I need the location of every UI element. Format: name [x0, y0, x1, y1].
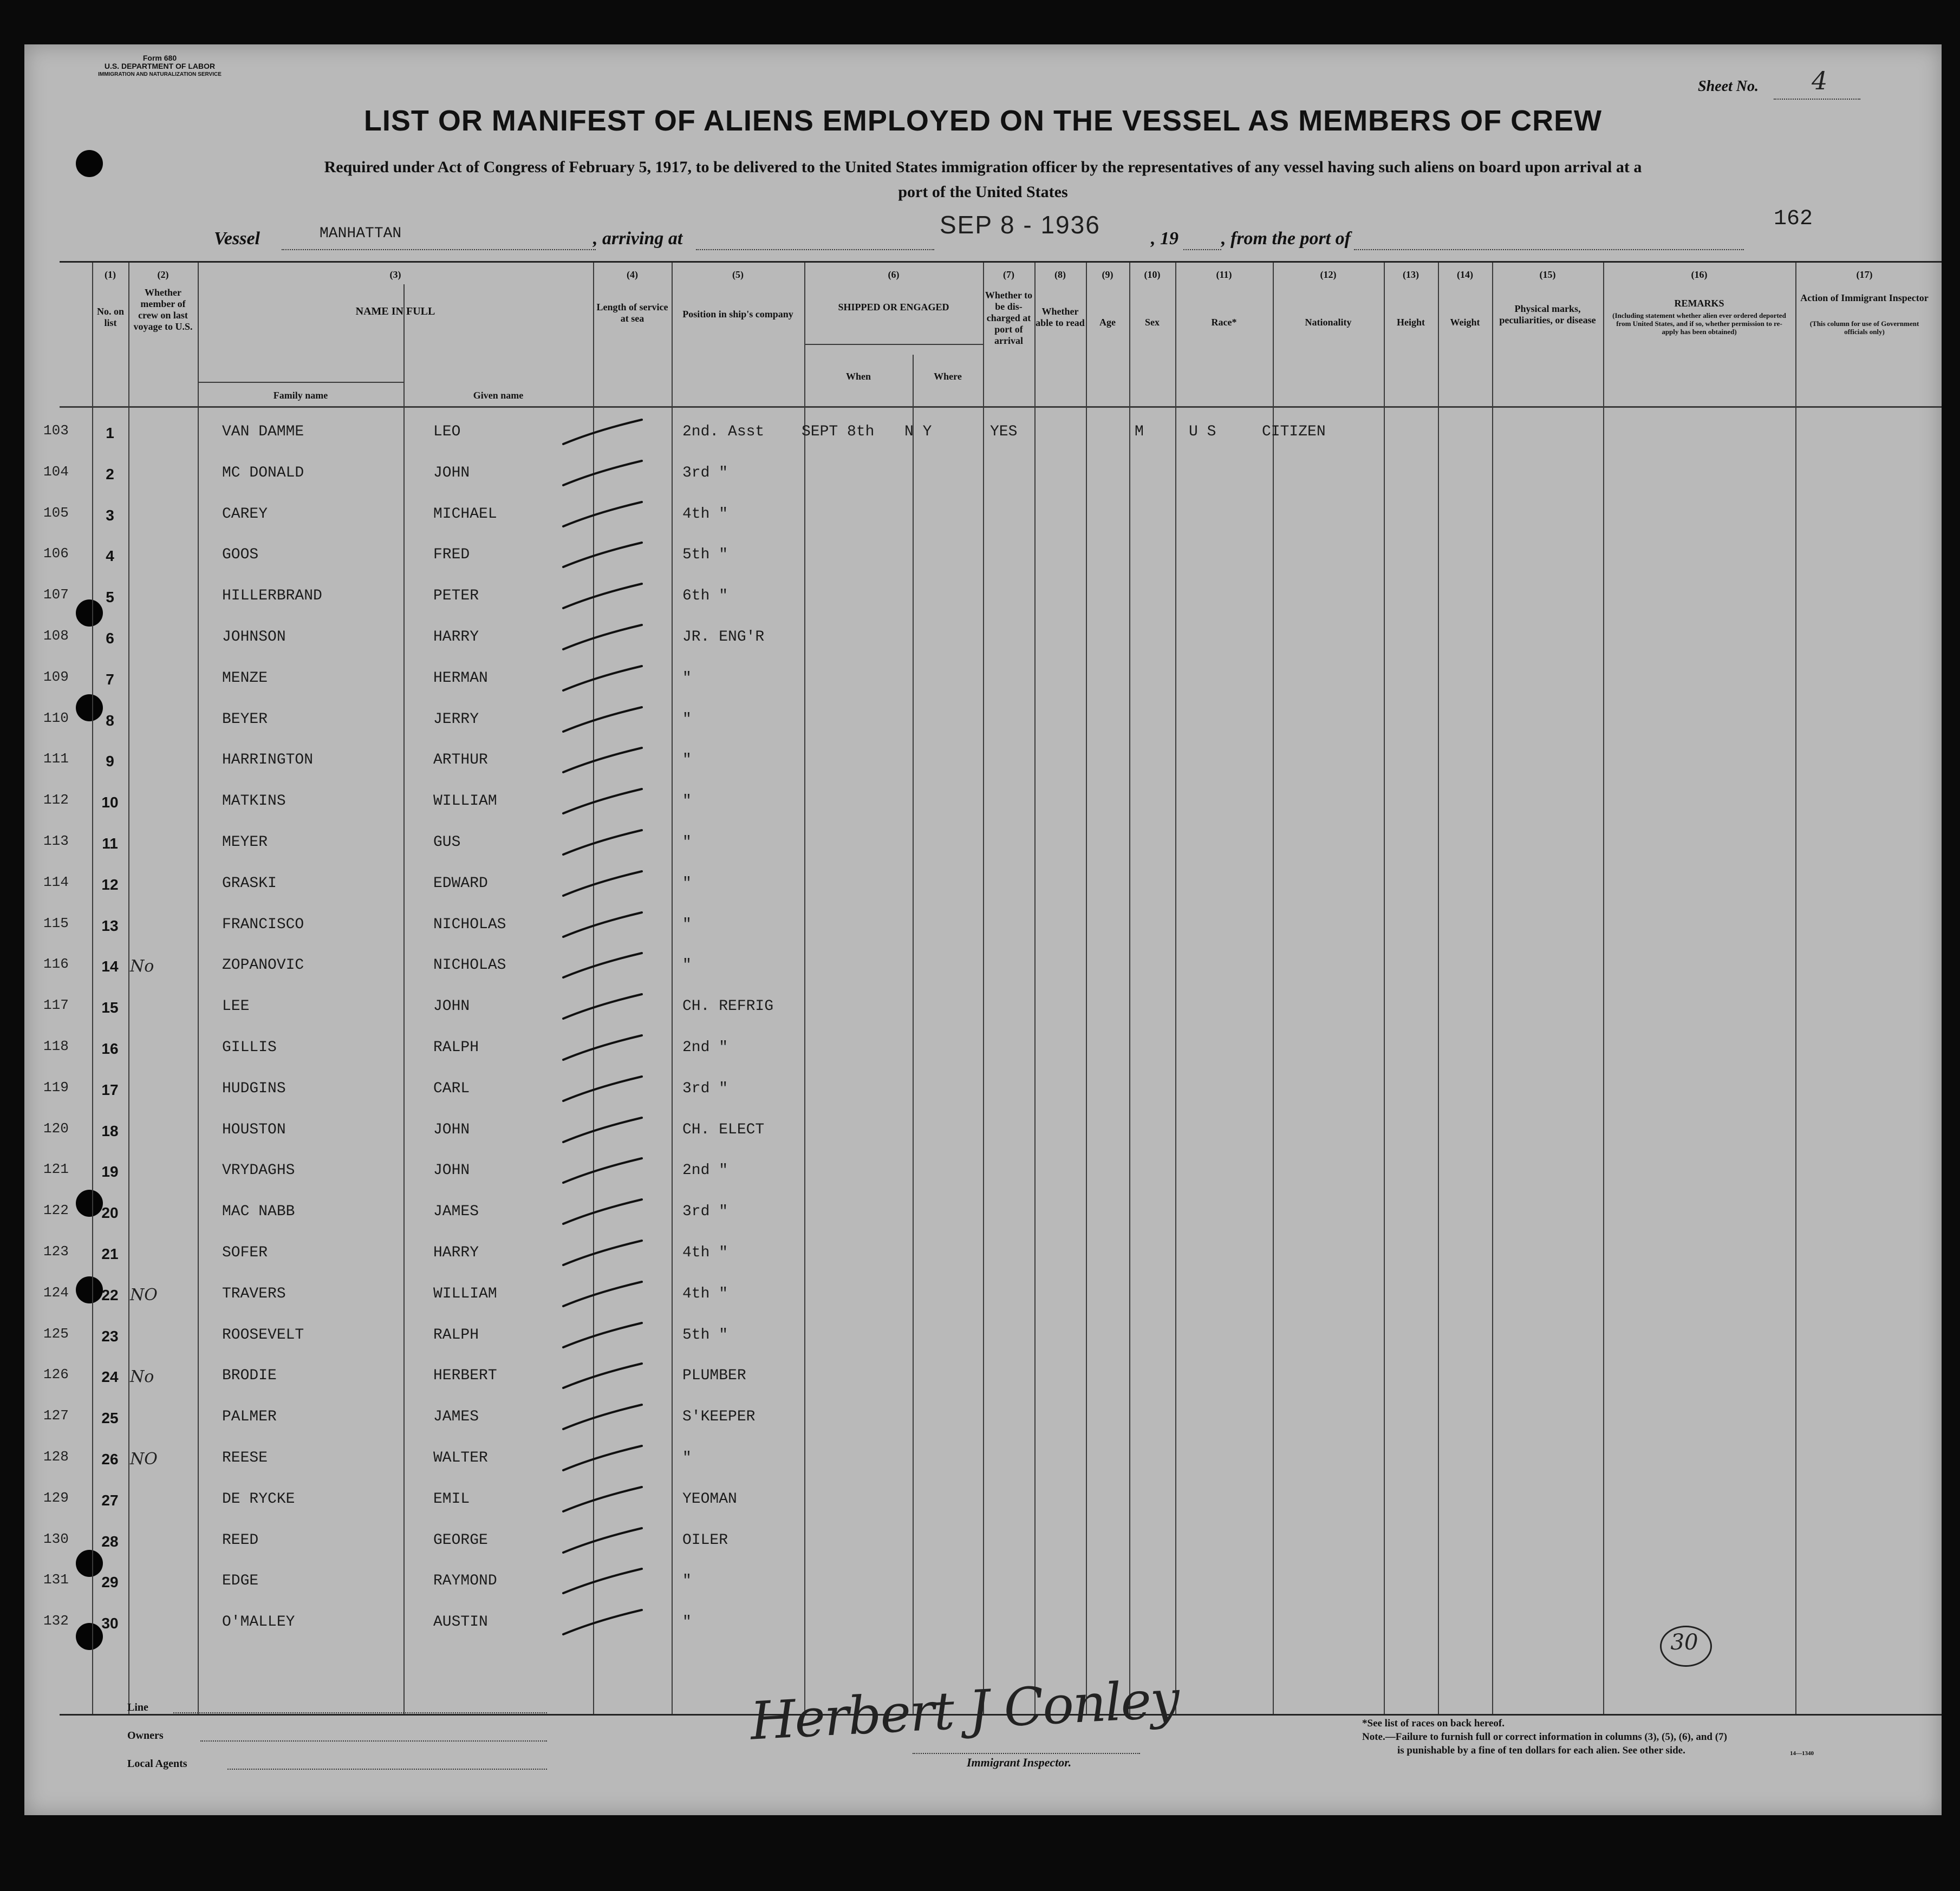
row-number: 12	[101, 876, 119, 893]
given-name-cell: JOHN	[433, 1162, 470, 1179]
row-number: 26	[101, 1451, 119, 1468]
sequence-number: 119	[43, 1079, 69, 1096]
row-number: 4	[106, 547, 114, 565]
col-header-no: No. on list	[96, 306, 124, 328]
position-cell: 4th "	[682, 1285, 728, 1302]
col-header-name: NAME IN FULL	[355, 305, 435, 317]
subtitle-line1: Required under Act of Congress of February 5, 1917, to be delivered to the United States immigration officer by the representatives of any vessel having such aliens on board upon arrival at a	[324, 158, 1642, 176]
col-header-position: Position in ship's company	[682, 309, 793, 319]
row-number: 27	[101, 1491, 119, 1509]
row-number: 22	[101, 1286, 119, 1303]
family-name-cell: ROOSEVELT	[222, 1326, 304, 1344]
given-name-cell: JERRY	[433, 710, 479, 728]
service-tick-mark	[558, 1318, 650, 1355]
col-header-action-note: (This column for use of Government officials only)	[1809, 319, 1919, 336]
col-num-7: (7)	[1003, 269, 1014, 280]
year-line	[1183, 249, 1221, 250]
service-tick-mark	[558, 1563, 650, 1601]
sequence-number: 121	[43, 1161, 69, 1178]
col-num-5: (5)	[732, 269, 744, 280]
given-name-cell: JOHN	[433, 1121, 470, 1138]
sequence-number: 124	[43, 1284, 69, 1301]
prev-voyage-cell: No	[130, 1367, 154, 1387]
service-tick-mark	[558, 1153, 650, 1191]
family-name-cell: REESE	[222, 1450, 268, 1466]
shipped-where-cell: N Y	[904, 423, 932, 440]
given-name-cell: JOHN	[433, 464, 470, 481]
sequence-number: 109	[43, 668, 69, 685]
given-name-cell: CARL	[433, 1080, 470, 1097]
table-row	[43, 1525, 1942, 1567]
local-agents-label: Local Agents	[127, 1758, 187, 1770]
col-num-17: (17)	[1856, 269, 1873, 280]
col-header-prev-voyage: Whether member of crew on last voyage to U.S.	[133, 287, 193, 332]
sequence-number: 116	[43, 956, 69, 973]
row-number: 13	[101, 917, 119, 934]
col-header-where: Where	[934, 371, 962, 382]
given-name-cell: EDWARD	[433, 875, 488, 892]
row-number: 2	[106, 465, 114, 482]
position-cell: 3rd "	[682, 1203, 728, 1221]
sequence-number: 120	[43, 1120, 69, 1137]
prev-voyage-cell: NO	[130, 1285, 158, 1305]
service-tick-mark	[558, 742, 650, 780]
service-tick-mark	[558, 702, 650, 740]
position-cell: "	[682, 957, 692, 974]
given-name-cell: RALPH	[433, 1326, 479, 1344]
row-number: 18	[101, 1122, 119, 1139]
table-row	[43, 1156, 1942, 1197]
department-name: U.S. DEPARTMENT OF LABOR	[104, 62, 216, 70]
given-name-cell: RALPH	[433, 1039, 479, 1056]
table-row	[43, 1361, 1942, 1402]
nationality-cell: CITIZEN	[1262, 423, 1326, 440]
sequence-number: 111	[43, 751, 69, 767]
service-tick-mark	[558, 1358, 650, 1396]
table-row	[43, 950, 1942, 992]
sequence-number: 106	[43, 545, 69, 562]
vessel-line	[282, 249, 596, 250]
family-name-cell: ZOPANOVIC	[222, 957, 304, 974]
print-code: 14—1340	[1790, 1750, 1814, 1757]
col-header-given: Given name	[473, 390, 524, 401]
sequence-number: 127	[43, 1407, 69, 1424]
sequence-number: 107	[43, 586, 69, 603]
col-header-read: Whether able to read	[1036, 306, 1085, 328]
sheet-label: Sheet No.	[1698, 78, 1759, 95]
given-name-cell: PETER	[433, 588, 479, 605]
row-number: 15	[101, 999, 119, 1016]
punch-hole	[76, 150, 103, 177]
sequence-number: 114	[43, 873, 69, 890]
table-row	[43, 1607, 1942, 1648]
col-header-weight: Weight	[1450, 317, 1480, 328]
row-number: 3	[106, 506, 114, 524]
service-tick-mark	[558, 414, 650, 452]
position-cell: CH. REFRIG	[682, 998, 774, 1015]
given-name-cell: JAMES	[433, 1409, 479, 1426]
discharged-cell: YES	[990, 423, 1018, 440]
row-number: 8	[106, 712, 114, 729]
prev-voyage-cell: NO	[130, 1450, 158, 1469]
given-name-cell: WILLIAM	[433, 1285, 497, 1302]
form-number: Form 680	[142, 54, 177, 62]
row-number: 6	[106, 630, 114, 647]
col-num-12: (12)	[1320, 269, 1337, 280]
service-tick-mark	[558, 948, 650, 986]
col-header-nationality: Nationality	[1305, 317, 1352, 328]
sequence-number: 105	[43, 504, 69, 521]
arriving-line	[696, 249, 934, 250]
signature-line	[913, 1753, 1140, 1754]
family-name-cell: MATKINS	[222, 793, 286, 810]
sequence-number: 130	[43, 1530, 69, 1547]
row-number: 20	[101, 1204, 119, 1222]
table-row	[43, 499, 1942, 540]
table-row	[43, 1443, 1942, 1484]
family-name-cell: O'MALLEY	[222, 1614, 295, 1631]
family-name-cell: MC DONALD	[222, 464, 304, 481]
row-number: 21	[101, 1246, 119, 1262]
given-name-cell: MICHAEL	[433, 505, 497, 523]
table-row	[43, 1320, 1942, 1361]
family-name-cell: MEYER	[222, 834, 268, 851]
sequence-number: 110	[43, 709, 69, 726]
col-num-2: (2)	[157, 269, 169, 280]
service-tick-mark	[558, 1030, 650, 1068]
table-row	[43, 910, 1942, 951]
shipped-when-cell: SEPT 8th	[802, 423, 875, 440]
table-row	[43, 827, 1942, 869]
position-cell: S'KEEPER	[682, 1409, 756, 1426]
given-name-cell: AUSTIN	[433, 1614, 488, 1631]
service-tick-mark	[558, 497, 650, 534]
service-tick-mark	[558, 661, 650, 699]
table-row	[43, 745, 1942, 786]
family-name-cell: GOOS	[222, 546, 259, 564]
col-num-9: (9)	[1102, 269, 1114, 280]
service-tick-mark	[558, 1112, 650, 1150]
race-cell: U S	[1189, 423, 1216, 440]
header-divider	[60, 406, 1942, 408]
position-cell: OILER	[682, 1531, 728, 1549]
table-row	[43, 1566, 1942, 1607]
family-name-cell: JOHNSON	[222, 629, 286, 645]
total-count: 30	[1670, 1630, 1698, 1655]
position-cell: "	[682, 669, 692, 687]
table-row	[43, 869, 1942, 910]
family-name-cell: HILLERBRAND	[222, 588, 322, 605]
position-cell: 3rd "	[682, 1080, 728, 1097]
family-name-cell: SOFER	[222, 1244, 268, 1261]
given-name-cell: RAYMOND	[433, 1573, 497, 1590]
table-row	[43, 1279, 1942, 1320]
given-name-cell: NICHOLAS	[433, 957, 506, 974]
sheet-number: 4	[1812, 66, 1828, 95]
position-cell: "	[682, 875, 692, 892]
arriving-label: , arriving at	[593, 229, 683, 249]
col-num-13: (13)	[1403, 269, 1419, 280]
service-tick-mark	[558, 1440, 650, 1478]
service-tick-mark	[558, 537, 650, 575]
given-name-cell: GUS	[433, 834, 461, 851]
service-tick-mark	[558, 578, 650, 616]
sequence-number: 103	[43, 422, 69, 439]
family-name-cell: FRANCISCO	[222, 916, 304, 933]
service-tick-mark	[558, 455, 650, 493]
port-line	[1354, 249, 1744, 250]
table-row	[43, 992, 1942, 1033]
service-tick-mark	[558, 866, 650, 904]
col-num-3: (3)	[389, 269, 401, 280]
position-cell: "	[682, 1450, 692, 1466]
service-tick-mark	[558, 1523, 650, 1561]
service-tick-mark	[558, 907, 650, 945]
table-row	[43, 786, 1942, 827]
position-cell: "	[682, 1614, 692, 1631]
service-name: IMMIGRATION AND NATURALIZATION SERVICE	[98, 71, 222, 77]
sequence-number: 125	[43, 1325, 69, 1342]
table-row	[43, 458, 1942, 499]
given-name-cell: HERMAN	[433, 669, 488, 687]
given-name-cell: HARRY	[433, 1244, 479, 1261]
service-tick-mark	[558, 620, 650, 657]
row-number: 23	[101, 1327, 119, 1345]
sequence-number: 112	[43, 792, 69, 808]
given-name-cell: LEO	[433, 423, 461, 440]
given-name-cell: WALTER	[433, 1450, 488, 1466]
row-number: 19	[101, 1163, 119, 1181]
row-number: 17	[101, 1081, 119, 1098]
family-name-cell: HUDGINS	[222, 1080, 286, 1097]
form-id-block	[89, 54, 230, 79]
table-row	[43, 1115, 1942, 1156]
table-row	[43, 1033, 1942, 1074]
position-cell: "	[682, 752, 692, 769]
position-cell: 2nd "	[682, 1162, 728, 1179]
position-cell: "	[682, 1573, 692, 1590]
sequence-number: 123	[43, 1243, 69, 1260]
inspector-label: Immigrant Inspector.	[967, 1756, 1072, 1769]
from-port-label: , from the port of	[1221, 229, 1351, 249]
family-name-cell: MENZE	[222, 669, 268, 687]
table-row	[43, 1402, 1942, 1443]
crew-table	[43, 261, 1942, 1716]
col-num-11: (11)	[1216, 269, 1232, 280]
service-tick-mark	[558, 1194, 650, 1232]
position-cell: YEOMAN	[682, 1490, 737, 1508]
service-tick-mark	[558, 1235, 650, 1273]
row-number: 10	[101, 794, 119, 811]
table-row	[43, 1074, 1942, 1115]
position-cell: 5th "	[682, 1326, 728, 1344]
sex-cell: M	[1135, 423, 1144, 440]
subtitle-line2: port of the United States	[898, 183, 1068, 201]
row-number: 16	[101, 1040, 119, 1057]
position-cell: CH. ELECT	[682, 1121, 765, 1138]
col-header-discharged: Whether to be dis-charged at port of arrival	[985, 290, 1033, 346]
family-name-cell: GRASKI	[222, 875, 277, 892]
position-cell: "	[682, 834, 692, 851]
position-cell: 4th "	[682, 505, 728, 523]
year-label: , 19	[1151, 229, 1178, 249]
family-name-cell: CAREY	[222, 505, 268, 523]
col-num-6: (6)	[888, 269, 900, 280]
family-name-cell: PALMER	[222, 1409, 277, 1426]
service-tick-mark	[558, 1399, 650, 1437]
col-header-when: When	[845, 371, 871, 382]
col-num-14: (14)	[1457, 269, 1473, 280]
position-cell: 2nd. Asst	[682, 423, 765, 440]
agents-field	[227, 1769, 547, 1770]
position-cell: "	[682, 916, 692, 933]
family-name-cell: BEYER	[222, 710, 268, 728]
service-tick-mark	[558, 1276, 650, 1314]
owners-field	[200, 1740, 547, 1742]
table-row	[43, 1238, 1942, 1279]
row-number: 7	[106, 670, 114, 688]
given-name-cell: FRED	[433, 546, 470, 564]
penalty-note-2: is punishable by a fine of ten dollars for each alien. See other side.	[1397, 1745, 1685, 1756]
position-cell: 2nd "	[682, 1039, 728, 1056]
sequence-number: 113	[43, 833, 69, 849]
sequence-number: 126	[43, 1366, 69, 1383]
given-name-cell: HERBERT	[433, 1367, 497, 1385]
col-num-1: (1)	[105, 269, 116, 280]
col-header-action: Action of Immigrant Inspector	[1800, 292, 1929, 303]
position-cell: "	[682, 793, 692, 810]
col-num-15: (15)	[1539, 269, 1556, 280]
owners-label: Owners	[127, 1730, 164, 1742]
position-cell: 5th "	[682, 546, 728, 564]
table-row	[43, 1484, 1942, 1525]
row-number: 30	[101, 1615, 119, 1632]
col-header-height: Height	[1397, 317, 1425, 328]
table-row	[43, 417, 1942, 458]
sequence-number: 122	[43, 1202, 69, 1219]
position-cell: PLUMBER	[682, 1367, 746, 1385]
sequence-number: 118	[43, 1038, 69, 1054]
line-label: Line	[127, 1701, 148, 1713]
prev-voyage-cell: No	[130, 957, 154, 976]
sequence-number: 117	[43, 997, 69, 1014]
col-header-remarks: REMARKS	[1674, 298, 1724, 309]
table-row	[43, 663, 1942, 705]
service-tick-mark	[558, 784, 650, 821]
col-num-10: (10)	[1144, 269, 1161, 280]
given-name-cell: HARRY	[433, 629, 479, 645]
col-header-shipped: SHIPPED OR ENGAGED	[838, 302, 949, 312]
table-row	[43, 1197, 1942, 1238]
family-name-cell: GILLIS	[222, 1039, 277, 1056]
sequence-number: 132	[43, 1613, 69, 1629]
given-name-cell: GEORGE	[433, 1531, 488, 1549]
position-cell: "	[682, 710, 692, 728]
row-number: 9	[106, 753, 114, 770]
table-row	[43, 622, 1942, 663]
races-note: *See list of races on back hereof.	[1362, 1718, 1505, 1729]
position-cell: 6th "	[682, 588, 728, 605]
family-name-cell: HOUSTON	[222, 1121, 286, 1138]
col-num-4: (4)	[627, 269, 638, 280]
col-header-physical: Physical marks, peculiarities, or disease	[1499, 303, 1596, 325]
given-name-cell: JAMES	[433, 1203, 479, 1221]
position-cell: 3rd "	[682, 464, 728, 481]
col-header-remarks-note: (Including statement whether alien ever ordered deported from United States, and if so, whether permission to re-apply has been obtained)	[1612, 311, 1786, 336]
given-name-cell: EMIL	[433, 1490, 470, 1508]
service-tick-mark	[558, 1071, 650, 1109]
row-number: 14	[101, 958, 119, 975]
position-cell: 4th "	[682, 1244, 728, 1261]
col-header-race: Race*	[1211, 317, 1237, 328]
service-tick-mark	[558, 989, 650, 1027]
position-cell: JR. ENG'R	[682, 629, 765, 645]
family-name-cell: VAN DAMME	[222, 423, 304, 440]
table-row	[43, 540, 1942, 581]
sequence-number: 104	[43, 463, 69, 480]
row-number: 28	[101, 1533, 119, 1550]
service-tick-mark	[558, 1482, 650, 1520]
family-name-cell: MAC NABB	[222, 1203, 295, 1221]
family-name-cell: EDGE	[222, 1573, 259, 1590]
col-header-family: Family name	[273, 390, 328, 401]
family-name-cell: HARRINGTON	[222, 752, 314, 769]
family-name-cell: REED	[222, 1531, 259, 1549]
sheet-number-line	[1774, 99, 1860, 100]
manifest-sheet	[24, 44, 1942, 1815]
date-stamp: SEP 8 - 1936	[940, 211, 1101, 239]
sequence-number: 131	[43, 1572, 69, 1588]
service-tick-mark	[558, 825, 650, 863]
given-name-cell: NICHOLAS	[433, 916, 506, 933]
col-header-sex: Sex	[1145, 317, 1160, 328]
list-number: 162	[1774, 207, 1813, 231]
sequence-number: 128	[43, 1449, 69, 1465]
row-number: 1	[106, 425, 114, 441]
col-num-16: (16)	[1691, 269, 1708, 280]
sequence-number: 129	[43, 1489, 69, 1506]
given-name-cell: WILLIAM	[433, 793, 497, 810]
family-name-cell: BRODIE	[222, 1367, 277, 1385]
row-number: 25	[101, 1410, 119, 1427]
vessel-name: MANHATTAN	[320, 225, 402, 242]
table-row	[43, 705, 1942, 746]
inspector-signature: Herbert J Conley	[748, 1668, 1180, 1752]
page-title: LIST OR MANIFEST OF ALIENS EMPLOYED ON THE VESSEL AS MEMBERS OF CREW	[363, 105, 1603, 137]
family-name-cell: DE RYCKE	[222, 1490, 295, 1508]
given-name-cell: JOHN	[433, 998, 470, 1015]
row-number: 29	[101, 1574, 119, 1591]
row-number: 11	[102, 835, 118, 852]
table-row	[43, 581, 1942, 622]
given-name-cell: ARTHUR	[433, 752, 488, 769]
col-num-8: (8)	[1054, 269, 1066, 280]
penalty-note-1: Note.—Failure to furnish full or correct information in columns (3), (5), (6), and (7)	[1362, 1731, 1727, 1743]
service-tick-mark	[558, 1605, 650, 1642]
family-name-cell: LEE	[222, 998, 250, 1015]
family-name-cell: TRAVERS	[222, 1285, 286, 1302]
row-number: 24	[101, 1368, 119, 1386]
sequence-number: 115	[43, 915, 69, 931]
sequence-number: 108	[43, 628, 69, 644]
col-header-age: Age	[1099, 317, 1116, 328]
line-field	[173, 1712, 547, 1713]
row-number: 5	[106, 589, 114, 606]
vessel-label: Vessel	[214, 229, 260, 249]
family-name-cell: VRYDAGHS	[222, 1162, 295, 1179]
col-header-service: Length of service at sea	[596, 302, 668, 324]
